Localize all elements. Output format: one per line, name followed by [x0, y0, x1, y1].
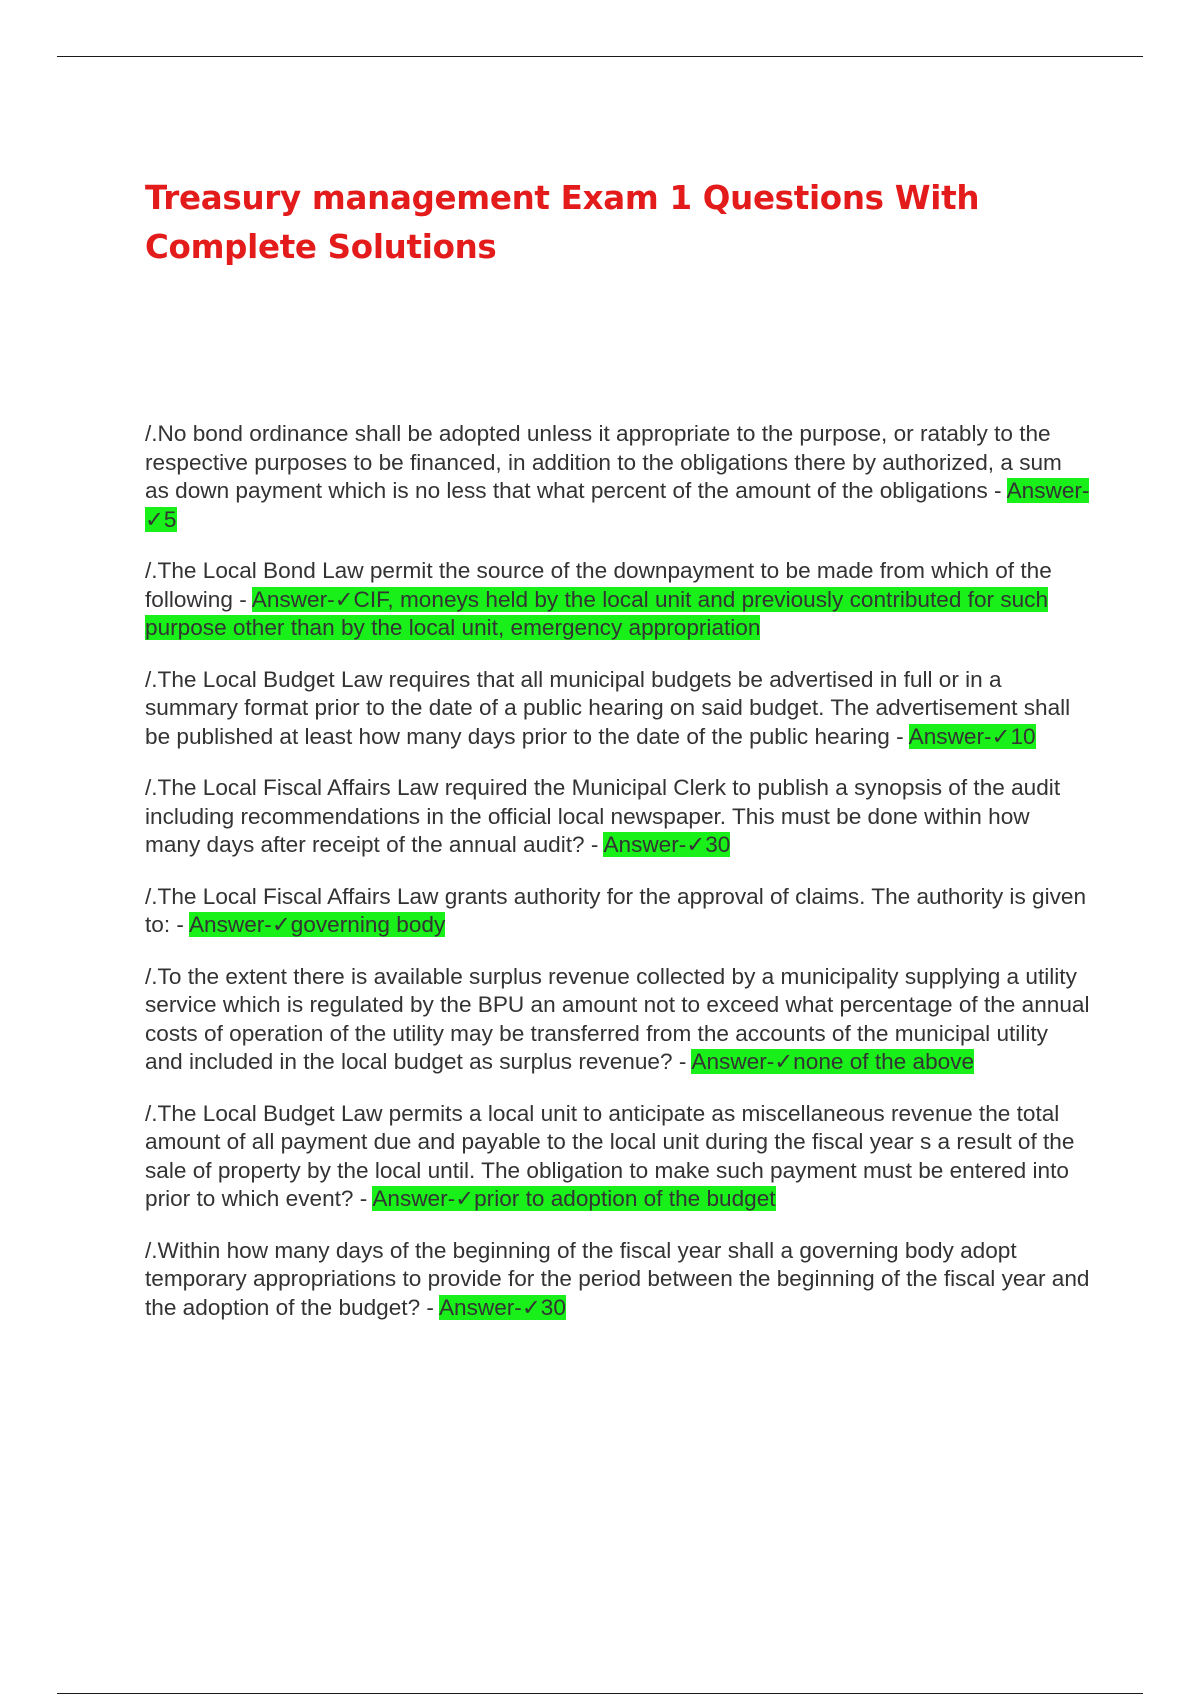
qa-item-7	[145, 1100, 1090, 1214]
qa-item-2	[145, 557, 1090, 643]
answer-highlight: Answer-✓prior to adoption of the budget	[372, 1186, 776, 1211]
qa-item-8	[145, 1237, 1090, 1323]
answer-highlight: Answer-✓10	[908, 723, 1036, 749]
qa-item-3	[145, 666, 1090, 752]
answer-highlight: Answer-✓governing body	[188, 912, 446, 937]
question-text: /.The Local Fiscal Affairs Law grants authority for the approval of claims. The authority is given to: -	[145, 883, 1087, 937]
answer-highlight: Answer-✓5	[145, 478, 1090, 532]
question-text: /.The Local Budget Law requires that all municipal budgets be advertised in full or in a summary format prior to the date of a public hearing on said budget. The advertisement shall be published at least how many days prior to the date of the public hearing -	[145, 666, 1071, 749]
question-text: /.No bond ordinance shall be adopted unless it appropriate to the purpose, or ratably to the respective purposes to be financed, in addition to the obligations there by authorized, a sum as down payment which is no less that what percent of the amount of the obligations -	[145, 421, 1062, 503]
qa-item-1	[145, 420, 1090, 534]
answer-highlight: Answer-✓none of the above	[691, 1049, 975, 1074]
qa-list	[145, 420, 1090, 1345]
answer-highlight: Answer-✓CIF, moneys held by the local unit and previously contributed for such purpose other than by the local unit, emergency appropriation	[145, 586, 1049, 640]
answer-highlight: Answer-✓30	[603, 832, 731, 857]
header-rule	[57, 56, 1143, 57]
qa-item-4	[145, 774, 1090, 860]
document-title: Treasury management Exam 1 Questions With Complete Solutions	[145, 179, 980, 266]
qa-item-6	[145, 963, 1090, 1077]
qa-item-5	[145, 883, 1090, 940]
question-text: /.The Local Budget Law permits a local unit to anticipate as miscellaneous revenue the total amount of all payment due and payable to the local unit during the fiscal year s a result of the sale of property by the local until. The obligation to make such payment must be entered into prior to which event? -	[145, 1100, 1075, 1211]
question-text: /.The Local Fiscal Affairs Law required the Municipal Clerk to publish a synopsis of the audit including recommendations in the official local newspaper. This must be done within how many days after receipt of the annual audit? -	[145, 775, 1061, 857]
footer-rule	[57, 1693, 1143, 1694]
answer-highlight: Answer-✓30	[438, 1294, 566, 1320]
question-text: /.Within how many days of the beginning of the fiscal year shall a governing body adopt temporary appropriations to provide for the period between the beginning of the fiscal year and the adoption of the budget? -	[145, 1237, 1090, 1320]
question-text: /.To the extent there is available surplus revenue collected by a municipality supplying a utility service which is regulated by the BPU an amount not to exceed what percentage of the annual costs of operation of the utility may be transferred from the accounts of the municipal utility and included in the local budget as surplus revenue? -	[145, 963, 1090, 1074]
question-text: /.The Local Bond Law permit the source of the downpayment to be made from which of the following -	[145, 558, 1052, 612]
